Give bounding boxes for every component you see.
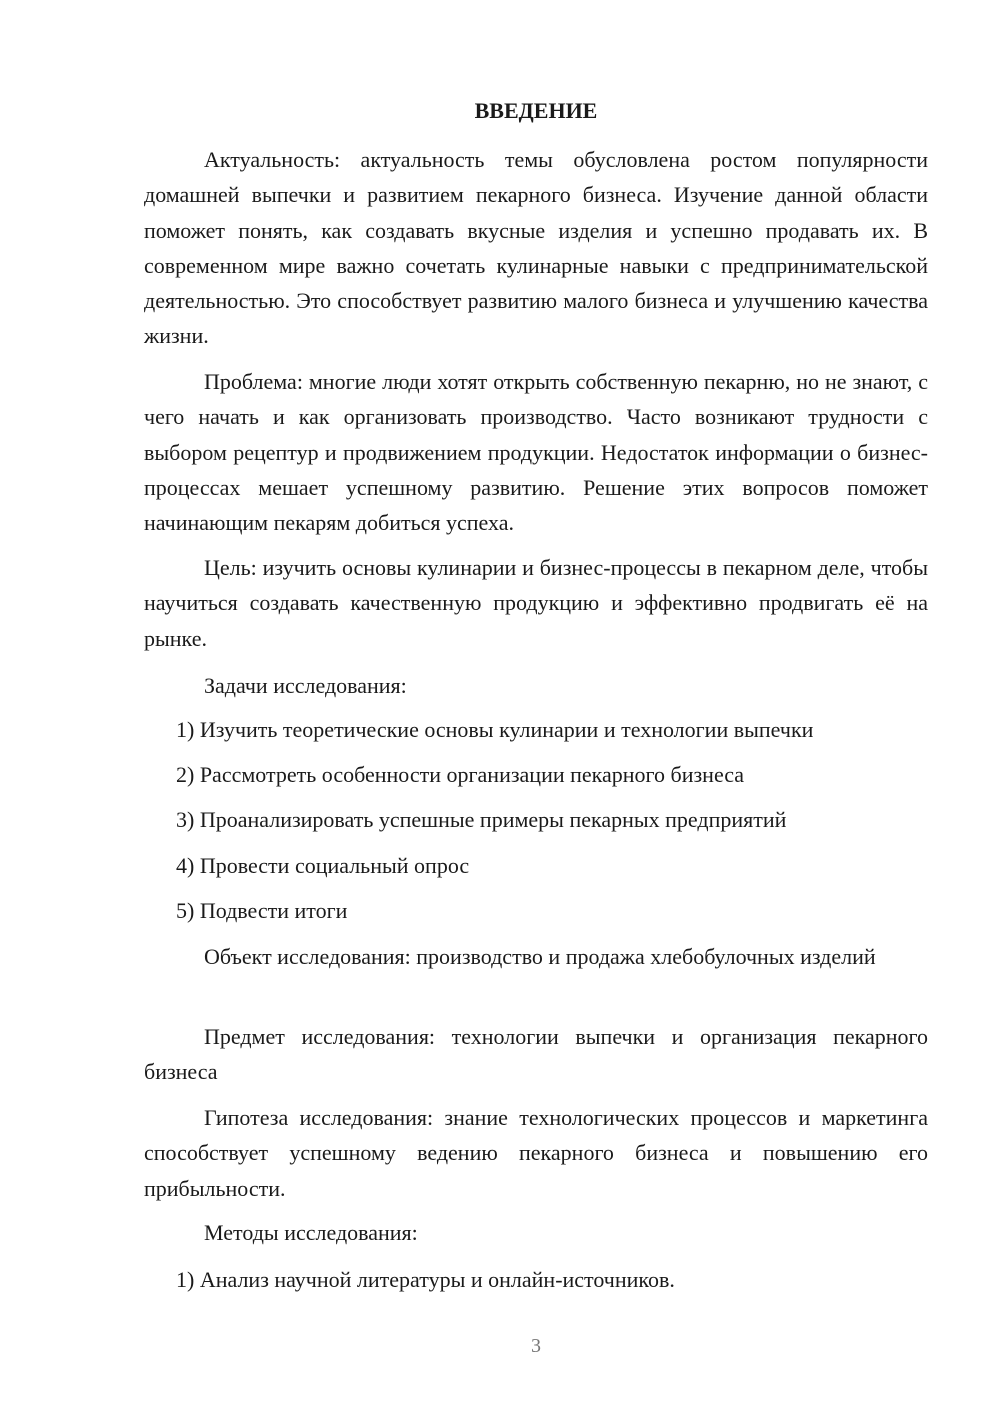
document-page xyxy=(144,0,928,1414)
method-item-1: 1) Анализ научной литературы и онлайн-источников. xyxy=(176,1267,675,1292)
task-item-2: 2) Рассмотреть особенности организации пекарного бизнеса xyxy=(176,762,745,787)
page-number: 3 xyxy=(531,1335,541,1357)
section-title: ВВЕДЕНИЕ xyxy=(474,98,598,123)
goal-paragraph: Цель: изучить основы кулинарии и бизнес-процессы в пекарном деле, чтобы научиться создавать качественную продукцию и эффективно продвигать её на рынке. xyxy=(144,555,928,651)
task-item-5: 5) Подвести итоги xyxy=(176,898,348,923)
hypothesis-paragraph: Гипотеза исследования: знание технологических процессов и маркетинга способствует успешному ведению пекарного бизнеса и повышению его прибыльности. xyxy=(144,1105,928,1201)
object-paragraph: Объект исследования: производство и продажа хлебобулочных изделий xyxy=(204,944,876,969)
task-item-1: 1) Изучить теоретические основы кулинарии и технологии выпечки xyxy=(176,717,814,742)
tasks-heading: Задачи исследования: xyxy=(204,673,407,698)
methods-heading: Методы исследования: xyxy=(204,1220,418,1245)
subject-paragraph: Предмет исследования: технологии выпечки и организация пекарного бизнеса xyxy=(144,1024,928,1085)
task-item-3: 3) Проанализировать успешные примеры пекарных предприятий xyxy=(176,807,787,832)
problem-paragraph: Проблема: многие люди хотят открыть собственную пекарню, но не знают, с чего начать и как организовать производство. Часто возникают трудности с выбором рецептур и продвижением продукции. Недостаток информации о бизнес-процессах мешает успешному развитию. Решение этих вопросов поможет начинающим пекарям добиться успеха. xyxy=(144,369,928,536)
task-item-4: 4) Провести социальный опрос xyxy=(176,853,470,878)
relevance-paragraph: Актуальность: актуальность темы обусловлена ростом популярности домашней выпечки и развитием пекарного бизнеса. Изучение данной области поможет понять, как создавать вкусные изделия и успешно продавать их. В современном мире важно сочетать кулинарные навыки с предпринимательской деятельностью. Это способствует развитию малого бизнеса и улучшению качества жизни. xyxy=(144,147,928,349)
